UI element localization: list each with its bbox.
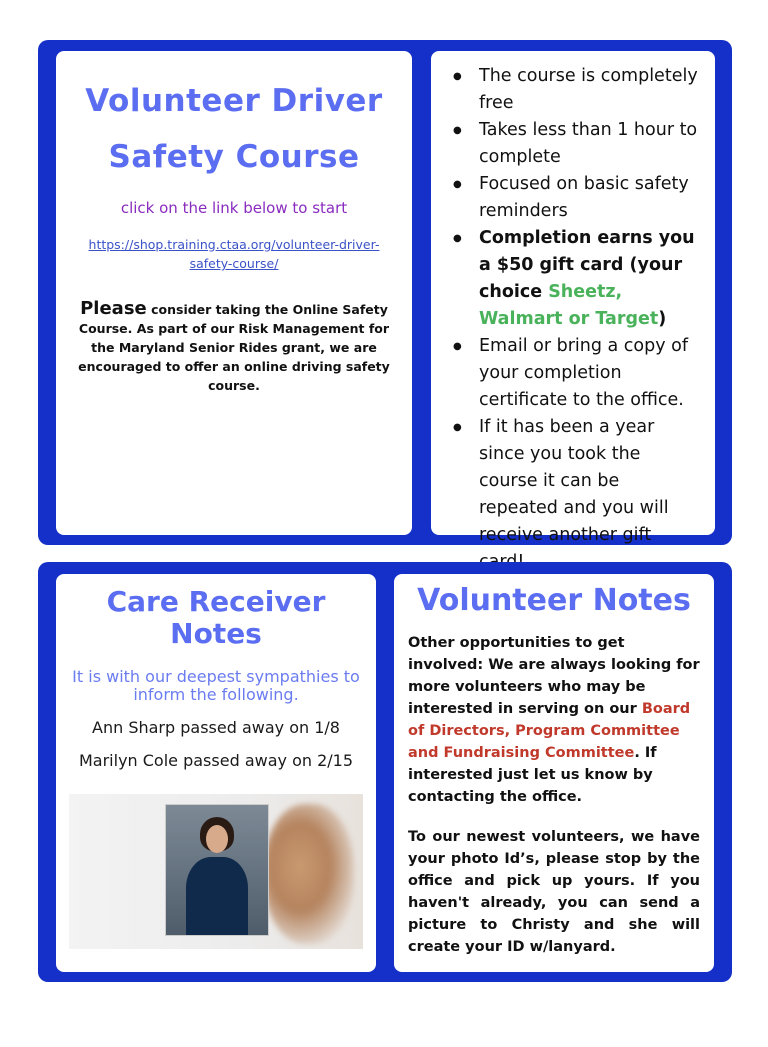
- portrait-body: [186, 857, 248, 935]
- opportunities-paragraph: [408, 632, 700, 808]
- list-item: ● Takes less than 1 hour to complete: [449, 117, 699, 171]
- safety-course-card: [56, 51, 412, 535]
- sympathy-message: It is with our deepest sympathies to inform the following.: [72, 667, 360, 704]
- care-receiver-card: [56, 574, 376, 972]
- photo-blur: [264, 804, 354, 944]
- passing-notice: Marilyn Cole passed away on 2/15: [78, 751, 354, 770]
- photo-id-paragraph: To our newest volunteers, we have your photo Id’s, please stop by the office and pick up yours. If you haven't already, you can send a picture to Christy and she will create your ID w/lanyard.: [408, 829, 700, 955]
- gift-card-text: Completion earns you a $50 gift card (your choice: [479, 228, 695, 302]
- care-receiver-title: Care Receiver Notes: [106, 585, 326, 650]
- list-item: ● If it has been a year since you took the course it can be repeated and you will receive another gift: [449, 414, 699, 576]
- course-link[interactable]: https://shop.training.ctaa.org/volunteer-driver-safety-course/: [88, 237, 380, 271]
- volunteer-notes-card: [394, 574, 714, 972]
- notes-panel: [38, 562, 732, 982]
- safety-course-panel: [38, 40, 732, 545]
- benefit-list: [431, 63, 715, 576]
- committees-highlight: Board of Directors, Program Committee and Fundraising Committee: [408, 701, 691, 761]
- portrait-face: [206, 825, 228, 853]
- course-benefits-card: [431, 51, 715, 545]
- course-title: Volunteer Driver Safety Course: [85, 83, 383, 175]
- gift-card-stores: Sheetz, Walmart or Target: [479, 282, 659, 329]
- list-item: ● Email or bring a copy of your completion certificate to the office.: [449, 333, 699, 414]
- portrait: [165, 804, 269, 936]
- course-subtitle: click on the link below to start: [120, 199, 348, 217]
- course-description-text: consider taking the Online Safety Course. As part of our Risk Management for the Maryland Senior Rides grant, we are encouraged to offer an online driving safety course.: [78, 302, 390, 393]
- gift-card-item: [449, 225, 699, 333]
- passing-notice: Ann Sharp passed away on 1/8: [92, 718, 340, 737]
- list-item: ● Focused on basic safety reminders: [449, 171, 699, 225]
- list-item: ● The course is completely free: [449, 63, 699, 117]
- opportunities-text-end: . If interested just let us know by contacting the office.: [408, 745, 657, 805]
- course-description: [70, 299, 398, 395]
- course-description-lead: Please: [80, 298, 147, 319]
- volunteer-notes-title: Volunteer Notes: [417, 583, 691, 618]
- opportunities-text: Other opportunities to get involved: We are always looking for more volunteers who may be interested in serving on our: [408, 635, 700, 717]
- memorial-photo: [69, 794, 363, 949]
- gift-card-suffix: ): [658, 309, 667, 329]
